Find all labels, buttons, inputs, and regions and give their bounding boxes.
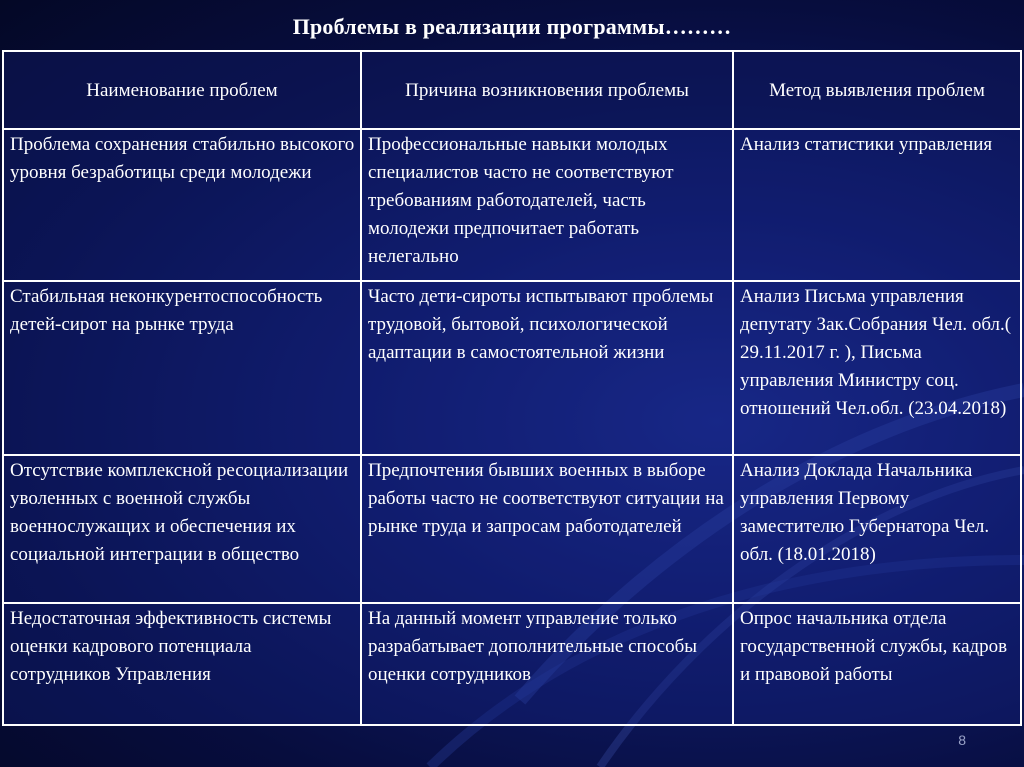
cell-method: Анализ Письма управления депутату Зак.Собрания Чел. обл.( 29.11.2017 г. ), Письма управления Министру соц. отношений Чел.обл. (23.04.2018)	[733, 281, 1021, 455]
cell-method: Анализ статистики управления	[733, 129, 1021, 281]
cell-method: Анализ Доклада Начальника управления Первому заместителю Губернатора Чел. обл. (18.01.2018)	[733, 455, 1021, 603]
cell-cause: Предпочтения бывших военных в выборе работы часто не соответствуют ситуации на рынке труда и запросам работодателей	[361, 455, 733, 603]
column-header-method: Метод выявления проблем	[733, 51, 1021, 129]
cell-method: Опрос начальника отдела государственной службы, кадров и правовой работы	[733, 603, 1021, 725]
problems-table	[2, 50, 1022, 726]
table-row	[3, 603, 1021, 725]
column-header-cause: Причина возникновения проблемы	[361, 51, 733, 129]
slide-title: Проблемы в реализации программы………	[292, 14, 732, 39]
cell-cause: На данный момент управление только разрабатывает дополнительные способы оценки сотрудников	[361, 603, 733, 725]
table-row	[3, 455, 1021, 603]
table-row	[3, 281, 1021, 455]
cell-problem: Проблема сохранения стабильно высокого уровня безработицы среди молодежи	[3, 129, 361, 281]
cell-problem: Стабильная неконкурентоспособность детей-сирот на рынке труда	[3, 281, 361, 455]
page-number: 8	[958, 732, 966, 748]
column-header-problem: Наименование проблем	[3, 51, 361, 129]
cell-cause: Профессиональные навыки молодых специалистов часто не соответствуют требованиям работодателей, часть молодежи предпочитает работать нелегально	[361, 129, 733, 281]
table-header-row	[3, 51, 1021, 129]
cell-problem: Недостаточная эффективность системы оценки кадрового потенциала сотрудников Управления	[3, 603, 361, 725]
table-row	[3, 129, 1021, 281]
cell-problem: Отсутствие комплексной ресоциализации уволенных с военной службы военнослужащих и обеспечения их социальной интеграции в общество	[3, 455, 361, 603]
cell-cause: Часто дети-сироты испытывают проблемы трудовой, бытовой, психологической адаптации в самостоятельной жизни	[361, 281, 733, 455]
